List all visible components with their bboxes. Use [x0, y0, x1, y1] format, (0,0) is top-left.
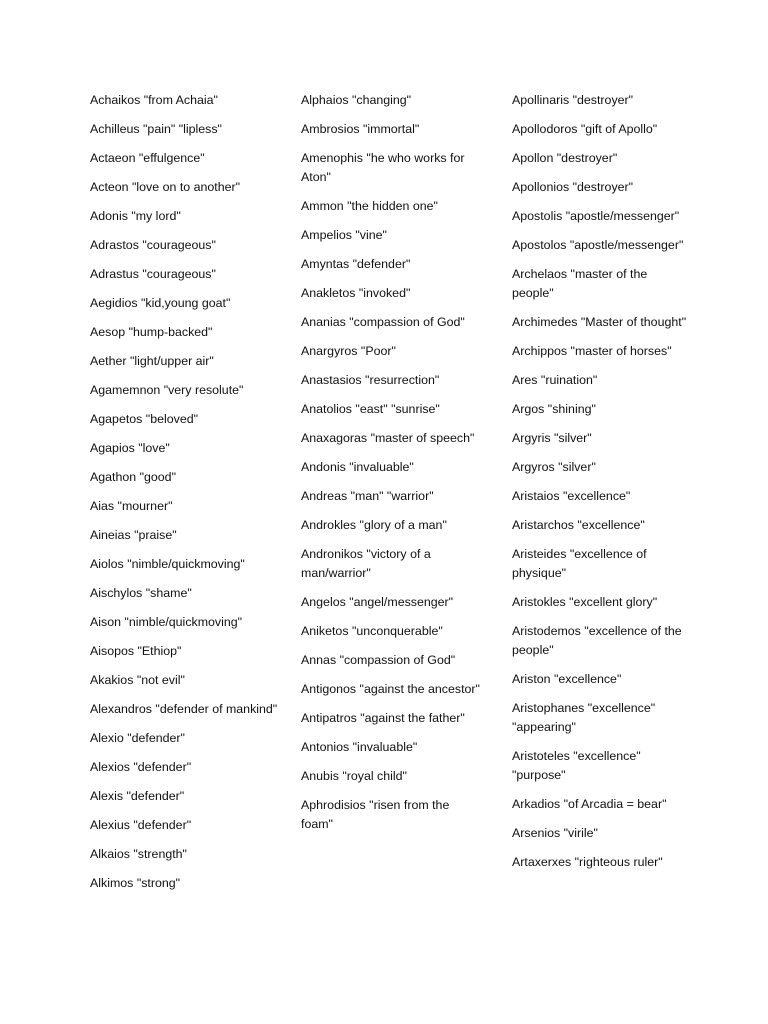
- name-entry: Antigonos "against the ancestor": [301, 682, 480, 696]
- name-entry: Ares "ruination": [512, 373, 598, 387]
- name-entry: Alexio "defender": [90, 731, 185, 745]
- name-entry: Argyros "silver": [512, 460, 596, 474]
- name-entry: Artaxerxes "righteous ruler": [512, 855, 663, 869]
- name-entry: Adonis "my lord": [90, 209, 181, 223]
- name-entry: Alexios "defender": [90, 760, 192, 774]
- name-entry: Arsenios "virile": [512, 826, 598, 840]
- name-entry: Andonis "invaluable": [301, 460, 414, 474]
- name-entry: Agapios "love": [90, 441, 170, 455]
- name-entry: Apostolis "apostle/messenger": [512, 209, 680, 223]
- name-entry: Archelaos "master of the people": [512, 267, 648, 300]
- name-entry: Agapetos "beloved": [90, 412, 199, 426]
- name-entry: Argos "shining": [512, 402, 596, 416]
- name-entry: Aristarchos "excellence": [512, 518, 645, 532]
- name-entry: Antonios "invaluable": [301, 740, 418, 754]
- name-entry: Andreas "man" "warrior": [301, 489, 434, 503]
- name-entry: Apollon "destroyer": [512, 151, 618, 165]
- name-entry: Antipatros "against the father": [301, 711, 465, 725]
- name-entry: Aiolos "nimble/quickmoving": [90, 557, 245, 571]
- name-entry: Anubis "royal child": [301, 769, 407, 783]
- name-entry: Alkimos "strong": [90, 876, 181, 890]
- name-entry: Achaikos "from Achaia": [90, 93, 218, 107]
- name-entry: Agathon "good": [90, 470, 176, 484]
- name-entry: Anaxagoras "master of speech": [301, 431, 475, 445]
- name-entry: Amenophis "he who works for Aton": [301, 151, 465, 184]
- name-entry: Angelos "angel/messenger": [301, 595, 454, 609]
- name-entry: Aristaios "excellence": [512, 489, 631, 503]
- name-entry: Amyntas "defender": [301, 257, 411, 271]
- name-entry: Apollinaris "destroyer": [512, 93, 634, 107]
- name-entry: Adrastos "courageous": [90, 238, 216, 252]
- name-entry: Aias "mourner": [90, 499, 173, 513]
- name-entry: Alkaios "strength": [90, 847, 187, 861]
- name-entry: Aristeides "excellence of physique": [512, 547, 647, 580]
- name-entry: Ambrosios "immortal": [301, 122, 420, 136]
- name-entry: Archippos "master of horses": [512, 344, 672, 358]
- name-entry: Aristodemos "excellence of the people": [512, 624, 682, 657]
- name-column-2: [301, 91, 481, 844]
- name-entry: Aineias "praise": [90, 528, 177, 542]
- name-entry: Acteon "love on to another": [90, 180, 241, 194]
- name-entry: Alphaios "changing": [301, 93, 412, 107]
- name-entry: Akakios "not evil": [90, 673, 185, 687]
- name-entry: Ariston "excellence": [512, 672, 622, 686]
- name-entry: Actaeon "effulgence": [90, 151, 205, 165]
- name-entry: Arkadios "of Arcadia = bear": [512, 797, 667, 811]
- name-entry: Aniketos "unconquerable": [301, 624, 443, 638]
- name-entry: Aischylos "shame": [90, 586, 192, 600]
- name-entry: Aristophanes "excellence" "appearing": [512, 701, 656, 734]
- name-entry: Anargyros "Poor": [301, 344, 396, 358]
- name-entry: Alexis "defender": [90, 789, 185, 803]
- name-entry: Aether "light/upper air": [90, 354, 214, 368]
- name-entry: Ampelios "vine": [301, 228, 387, 242]
- name-entry: Aristokles "excellent glory": [512, 595, 658, 609]
- name-entry: Alexius "defender": [90, 818, 192, 832]
- name-entry: Andronikos "victory of a man/warrior": [301, 547, 431, 580]
- name-column-1: [90, 91, 285, 903]
- name-entry: Aegidios "kid,young goat": [90, 296, 231, 310]
- name-entry: Aisopos "Ethiop": [90, 644, 182, 658]
- name-column-3: [512, 91, 688, 882]
- name-entry: Ananias "compassion of God": [301, 315, 465, 329]
- name-entry: Aristoteles "excellence" "purpose": [512, 749, 641, 782]
- name-entry: Anatolios "east" "sunrise": [301, 402, 440, 416]
- name-entry: Androkles "glory of a man": [301, 518, 447, 532]
- name-entry: Argyris "silver": [512, 431, 592, 445]
- name-entry: Aison "nimble/quickmoving": [90, 615, 243, 629]
- name-entry: Apollodoros "gift of Apollo": [512, 122, 658, 136]
- name-entry: Anastasios "resurrection": [301, 373, 440, 387]
- name-entry: Agamemnon "very resolute": [90, 383, 244, 397]
- name-entry: Aphrodisios "risen from the foam": [301, 798, 450, 831]
- name-entry: Archimedes "Master of thought": [512, 315, 687, 329]
- name-entry: Adrastus "courageous": [90, 267, 216, 281]
- name-entry: Annas "compassion of God": [301, 653, 456, 667]
- name-entry: Ammon "the hidden one": [301, 199, 438, 213]
- name-entry: Apollonios "destroyer": [512, 180, 634, 194]
- name-entry: Alexandros "defender of mankind": [90, 702, 278, 716]
- name-entry: Anakletos "invoked": [301, 286, 411, 300]
- name-entry: Achilleus "pain" "lipless": [90, 122, 222, 136]
- name-entry: Apostolos "apostle/messenger": [512, 238, 684, 252]
- name-entry: Aesop "hump-backed": [90, 325, 213, 339]
